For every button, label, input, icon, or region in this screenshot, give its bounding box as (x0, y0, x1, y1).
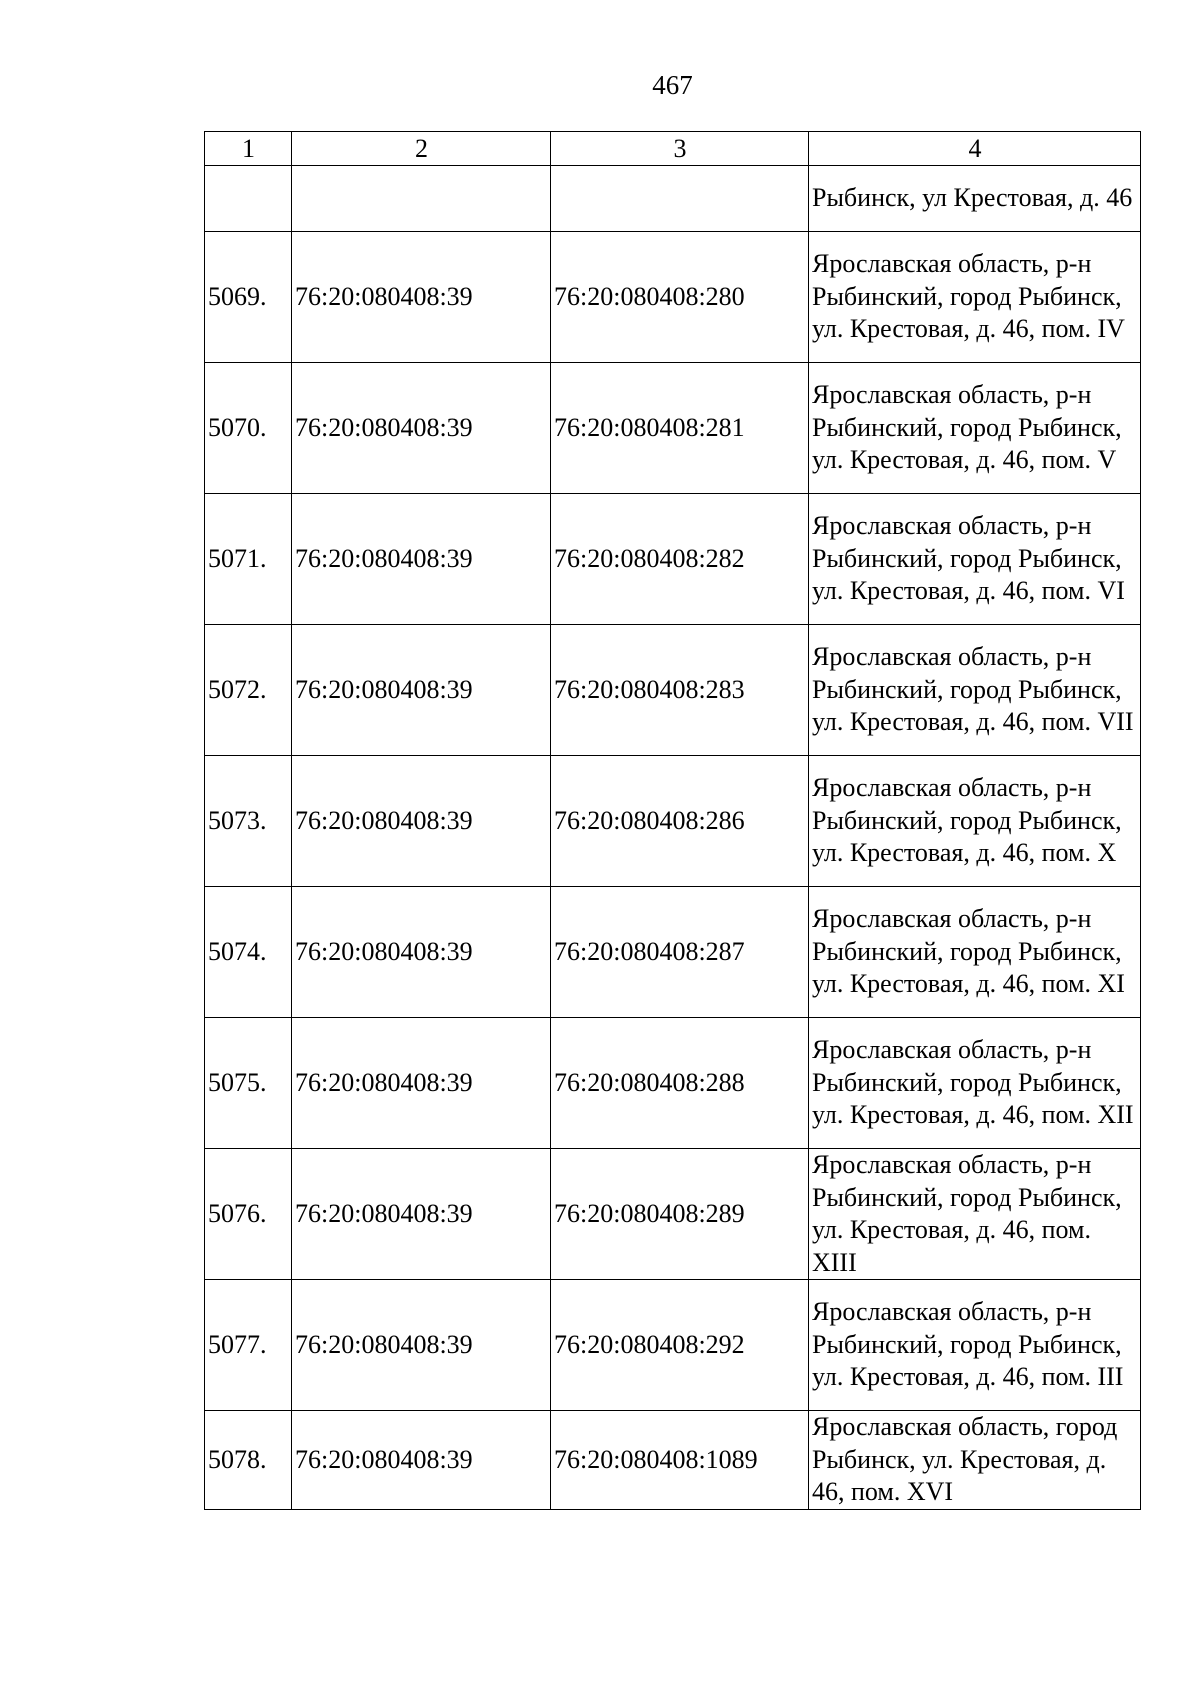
table-row-continuation (205, 166, 1141, 232)
registry-table (204, 131, 1141, 1510)
table-row (205, 494, 1141, 625)
row-number-cell: 5070. (205, 363, 292, 494)
table-row (205, 887, 1141, 1018)
object-number-cell: 76:20:080408:283 (551, 625, 809, 756)
parcel-number-cell: 76:20:080408:39 (292, 232, 551, 363)
parcel-number-cell: 76:20:080408:39 (292, 1280, 551, 1411)
column-header-4: 4 (809, 132, 1141, 166)
parcel-number-cell: 76:20:080408:39 (292, 1411, 551, 1510)
table-row (205, 1149, 1141, 1280)
table-header-row (205, 132, 1141, 166)
table-row (205, 363, 1141, 494)
address-cell: Ярославская область, р-н Рыбинский, город Рыбинск, ул. Крестовая, д. 46, пом. X (809, 756, 1141, 887)
address-cell: Ярославская область, р-н Рыбинский, город Рыбинск, ул. Крестовая, д. 46, пом. III (809, 1280, 1141, 1411)
table-row (205, 1411, 1141, 1510)
table-row (205, 232, 1141, 363)
column-header-3: 3 (551, 132, 809, 166)
address-cell: Ярославская область, р-н Рыбинский, город Рыбинск, ул. Крестовая, д. 46, пом. XIII (809, 1149, 1141, 1280)
table-row (205, 1280, 1141, 1411)
row-number-cell: 5072. (205, 625, 292, 756)
address-cell: Ярославская область, город Рыбинск, ул. Крестовая, д. 46, пом. XVI (809, 1411, 1141, 1510)
row-number-cell (205, 166, 292, 232)
row-number-cell: 5075. (205, 1018, 292, 1149)
object-number-cell: 76:20:080408:287 (551, 887, 809, 1018)
table-row (205, 625, 1141, 756)
table-row (205, 756, 1141, 887)
parcel-number-cell: 76:20:080408:39 (292, 1149, 551, 1280)
address-cell: Ярославская область, р-н Рыбинский, город Рыбинск, ул. Крестовая, д. 46, пом. XI (809, 887, 1141, 1018)
column-header-1: 1 (205, 132, 292, 166)
address-cell: Ярославская область, р-н Рыбинский, город Рыбинск, ул. Крестовая, д. 46, пом. VI (809, 494, 1141, 625)
parcel-number-cell: 76:20:080408:39 (292, 887, 551, 1018)
parcel-number-cell: 76:20:080408:39 (292, 756, 551, 887)
parcel-number-cell: 76:20:080408:39 (292, 1018, 551, 1149)
object-number-cell: 76:20:080408:286 (551, 756, 809, 887)
object-number-cell (551, 166, 809, 232)
row-number-cell: 5076. (205, 1149, 292, 1280)
address-cell: Ярославская область, р-н Рыбинский, город Рыбинск, ул. Крестовая, д. 46, пом. V (809, 363, 1141, 494)
table-row (205, 1018, 1141, 1149)
parcel-number-cell (292, 166, 551, 232)
row-number-cell: 5078. (205, 1411, 292, 1510)
row-number-cell: 5071. (205, 494, 292, 625)
object-number-cell: 76:20:080408:1089 (551, 1411, 809, 1510)
page-number: 467 (652, 70, 693, 100)
address-cell: Рыбинск, ул Крестовая, д. 46 (809, 166, 1141, 232)
parcel-number-cell: 76:20:080408:39 (292, 625, 551, 756)
object-number-cell: 76:20:080408:292 (551, 1280, 809, 1411)
column-header-2: 2 (292, 132, 551, 166)
parcel-number-cell: 76:20:080408:39 (292, 363, 551, 494)
address-cell: Ярославская область, р-н Рыбинский, город Рыбинск, ул. Крестовая, д. 46, пом. IV (809, 232, 1141, 363)
row-number-cell: 5074. (205, 887, 292, 1018)
object-number-cell: 76:20:080408:282 (551, 494, 809, 625)
address-cell: Ярославская область, р-н Рыбинский, город Рыбинск, ул. Крестовая, д. 46, пом. VII (809, 625, 1141, 756)
object-number-cell: 76:20:080408:281 (551, 363, 809, 494)
row-number-cell: 5069. (205, 232, 292, 363)
parcel-number-cell: 76:20:080408:39 (292, 494, 551, 625)
object-number-cell: 76:20:080408:280 (551, 232, 809, 363)
address-cell: Ярославская область, р-н Рыбинский, город Рыбинск, ул. Крестовая, д. 46, пом. XII (809, 1018, 1141, 1149)
row-number-cell: 5073. (205, 756, 292, 887)
object-number-cell: 76:20:080408:289 (551, 1149, 809, 1280)
row-number-cell: 5077. (205, 1280, 292, 1411)
object-number-cell: 76:20:080408:288 (551, 1018, 809, 1149)
